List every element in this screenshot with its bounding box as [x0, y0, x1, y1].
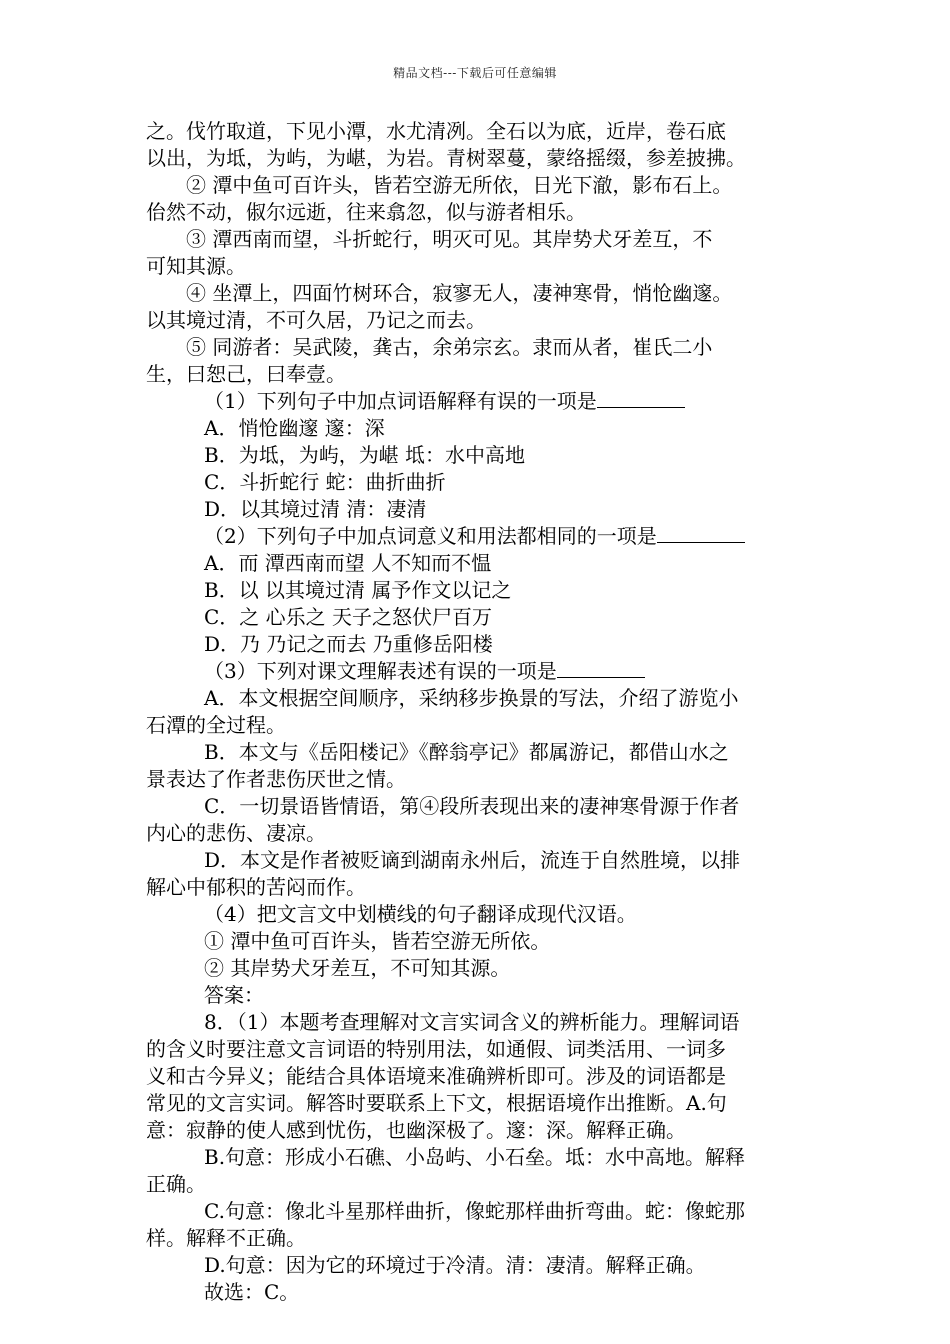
- explanation-c: C.句意：像北斗星那样曲折，像蛇那样曲折弯曲。蛇：像蛇那: [204, 1199, 745, 1223]
- paragraph-4: ④ 坐潭上，四面竹树环合，寂寥无人，凄神寒骨，悄怆幽邃。: [186, 281, 733, 305]
- document-body: [146, 118, 814, 1306]
- page-header: 精品文档---下载后可任意编辑: [393, 66, 557, 80]
- paragraph-5: ⑤ 同游者：吴武陵，龚古，余弟宗玄。隶而从者，崔氏二小: [186, 335, 713, 359]
- translation-item-1: ① 潭中鱼可百许头，皆若空游无所依。: [204, 929, 551, 953]
- text-line: 解心中郁积的苦闷而作。: [146, 875, 366, 899]
- text-line: 佁然不动，俶尔远逝，往来翕忽，似与游者相乐。: [146, 200, 586, 224]
- explanation-d: D.句意：因为它的环境过于冷清。清：凄清。解释正确。: [204, 1253, 706, 1277]
- answer-heading: 答案：: [204, 983, 264, 1007]
- paragraph-2: ② 潭中鱼可百许头，皆若空游无所依，日光下澈，影布石上。: [186, 173, 733, 197]
- text-line: 意：寂静的使人感到忧伤，也幽深极了。邃：深。解释正确。: [146, 1118, 686, 1142]
- option-b: B．以 以其境过清 属予作文以记之: [204, 578, 512, 602]
- option-b: B．本文与《岳阳楼记》《醉翁亭记》都属游记，都借山水之: [204, 740, 729, 764]
- question-4: （4）把文言文中划横线的句子翻译成现代汉语。: [204, 902, 637, 926]
- final-choice: 故选：C。: [204, 1280, 300, 1304]
- option-d: D．以其境过清 清：凄清: [204, 497, 427, 521]
- question-3: [146, 658, 814, 685]
- option-c: C．之 心乐之 天子之怒伏尸百万: [204, 605, 493, 629]
- option-a: A．悄怆幽邃 邃：深: [204, 416, 385, 440]
- question-3-text: （3）下列对课文理解表述有误的一项是: [204, 659, 557, 683]
- text-line: 以其境过清，不可久居，乃记之而去。: [146, 308, 486, 332]
- text-line: 生，曰恕己，曰奉壹。: [146, 362, 346, 386]
- answer-blank: [597, 389, 685, 408]
- option-d: D．乃 乃记之而去 乃重修岳阳楼: [204, 632, 493, 656]
- text-line: 义和古今异义；能结合具体语境来准确辨析即可。涉及的词语都是: [146, 1064, 726, 1088]
- answer-blank: [557, 659, 645, 678]
- option-b: B．为坻，为屿，为嵁 坻：水中高地: [204, 443, 526, 467]
- answer-paragraph: 8．（1）本题考查理解对文言实词含义的辨析能力。理解词语: [204, 1010, 740, 1034]
- question-1: [146, 388, 814, 415]
- option-a: A．而 潭西南而望 人不知而不愠: [204, 551, 492, 575]
- question-1-text: （1）下列句子中加点词语解释有误的一项是: [204, 389, 597, 413]
- text-line: 样。解释不正确。: [146, 1226, 306, 1250]
- text-line: 内心的悲伤、凄凉。: [146, 821, 326, 845]
- question-2-text: （2）下列句子中加点词意义和用法都相同的一项是: [204, 524, 657, 548]
- text-line: 常见的文言实词。解答时要联系上下文，根据语境作出推断。A.句: [146, 1091, 727, 1115]
- translation-item-2: ② 其岸势犬牙差互，不可知其源。: [204, 956, 511, 980]
- text-line: 正确。: [146, 1172, 206, 1196]
- explanation-b: B.句意：形成小石礁、小岛屿、小石垒。坻：水中高地。解释: [204, 1145, 746, 1169]
- answer-blank: [657, 524, 745, 543]
- text-line: 石潭的全过程。: [146, 713, 286, 737]
- paragraph-3: ③ 潭西南而望，斗折蛇行，明灭可见。其岸势犬牙差互，不: [186, 227, 713, 251]
- question-2: [146, 523, 814, 550]
- option-d: D．本文是作者被贬谪到湖南永州后，流连于自然胜境，以排: [204, 848, 741, 872]
- option-c: C．一切景语皆情语，第④段所表现出来的凄神寒骨源于作者: [204, 794, 740, 818]
- text-line: 景表达了作者悲伤厌世之情。: [146, 767, 406, 791]
- text-line: 以出，为坻，为屿，为嵁，为岩。青树翠蔓，蒙络摇缀，参差披拂。: [146, 146, 746, 170]
- text-line: 的含义时要注意文言词语的特别用法，如通假、词类活用、一词多: [146, 1037, 726, 1061]
- text-line: 之。伐竹取道，下见小潭，水尤清冽。全石以为底，近岸，卷石底: [146, 119, 726, 143]
- option-a: A．本文根据空间顺序，采纳移步换景的写法，介绍了游览小: [204, 686, 739, 710]
- text-line: 可知其源。: [146, 254, 246, 278]
- option-c: C．斗折蛇行 蛇：曲折曲折: [204, 470, 446, 494]
